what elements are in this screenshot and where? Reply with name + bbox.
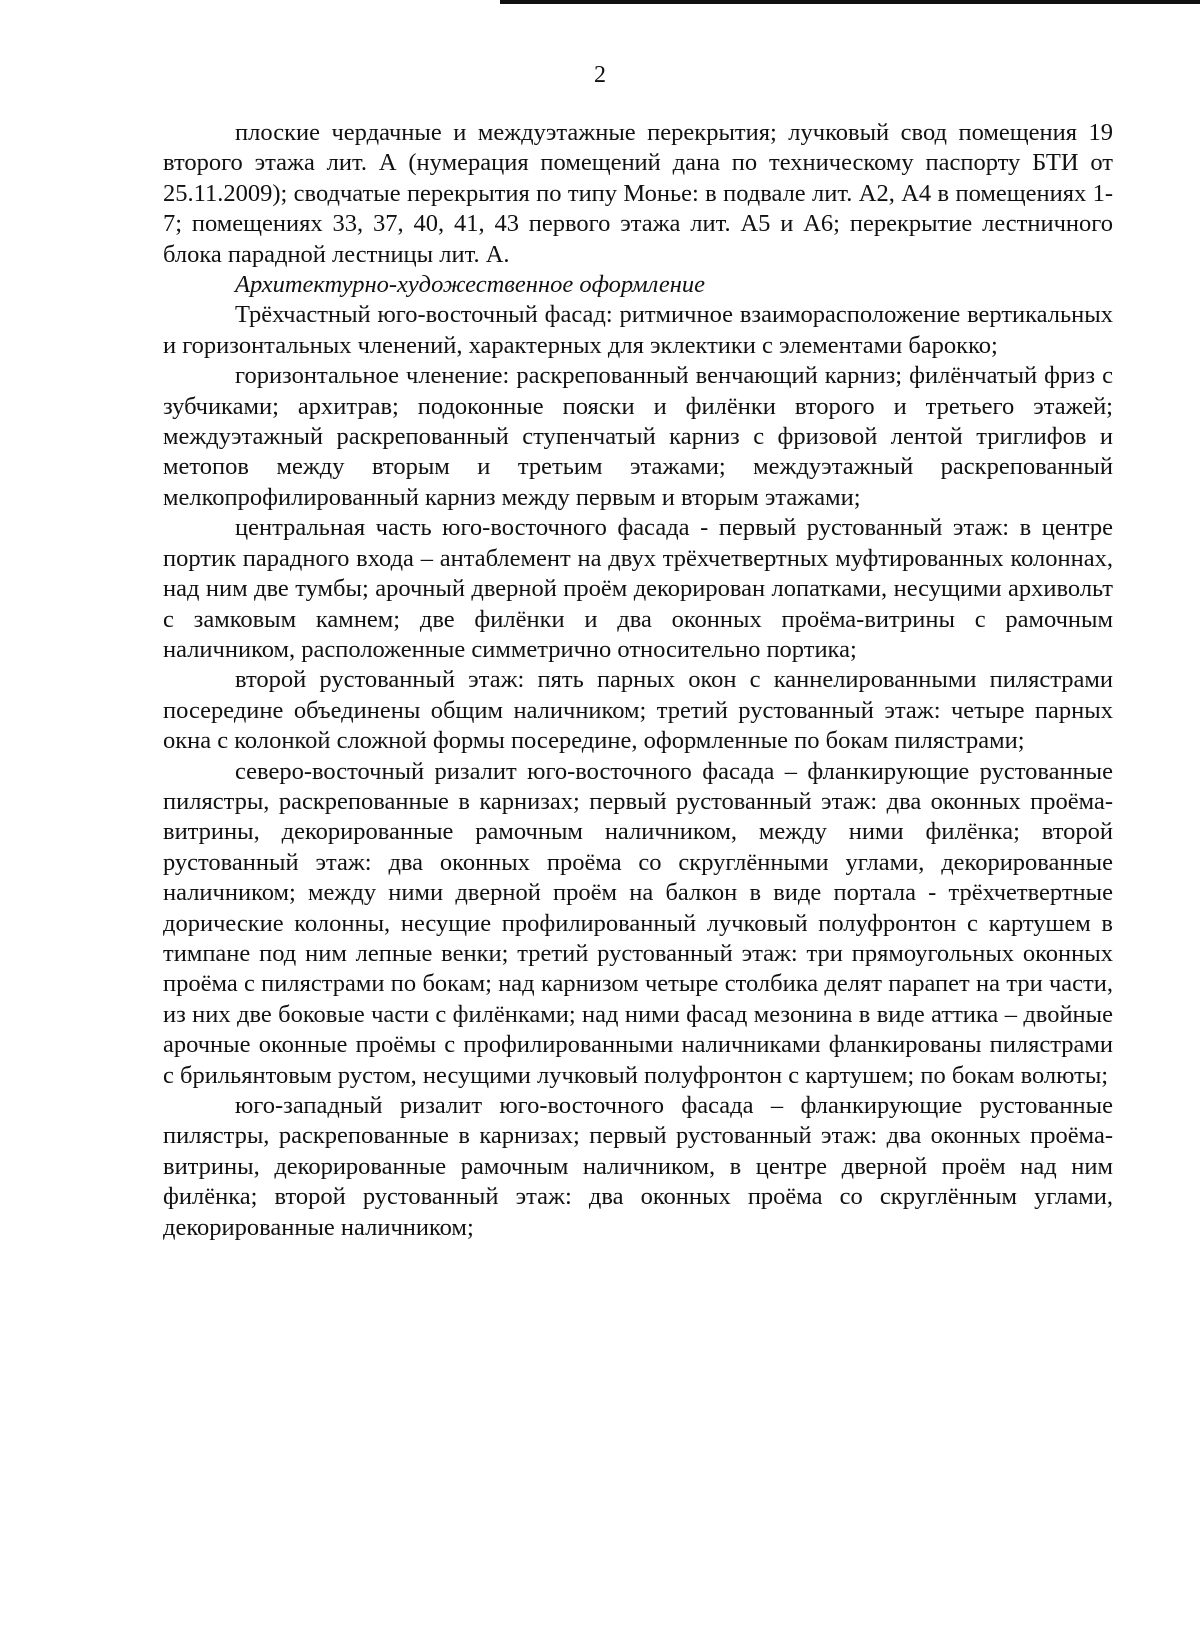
document-body bbox=[163, 118, 1113, 1243]
paragraph-facade-intro: Трёхчастный юго-восточный фасад: ритмичное взаиморасположение вертикальных и горизонтальных членений, характерных для эклектики с элементами барокко; bbox=[163, 301, 1113, 359]
paragraph-southwest-risalit: юго-западный ризалит юго-восточного фасада – фланкирующие рустованные пилястры, раскрепованные в карнизах; первый рустованный этаж: два оконных проёма-витрины, декорированные рамочным наличником, в центре дверной проём над ним филёнка; второй рустованный этаж: два оконных проёма со скруглённым углами, декорированные наличником; bbox=[163, 1092, 1113, 1241]
paragraph-floors: плоские чердачные и междуэтажные перекрытия; лучковый свод помещения 19 второго этажа лит. А (нумерация помещений дана по техническому паспорту БТИ от 25.11.2009); сводчатые перекрытия по типу Монье: в подвале лит. А2, А4 в помещениях 1-7; помещениях 33, 37, 40, 41, 43 первого этажа лит. А5 и А6; перекрытие лестничного блока парадной лестницы лит. А. bbox=[163, 119, 1113, 268]
paragraph-horizontal-division: горизонтальное членение: раскрепованный венчающий карниз; филёнчатый фриз с зубчиками; архитрав; подоконные пояски и филёнки второго и третьего этажей; междуэтажный раскрепованный ступенчатый карниз с фризовой лентой триглифов и метопов между вторым и третьим этажами; междуэтажный раскрепованный мелкопрофилированный карниз между первым и вторым этажами; bbox=[163, 362, 1113, 511]
page-number: 2 bbox=[594, 62, 606, 88]
top-rule bbox=[500, 0, 1200, 4]
paragraph-central-part: центральная часть юго-восточного фасада - первый рустованный этаж: в центре портик парадного входа – антаблемент на двух трёхчетвертных муфтированных колоннах, над ним две тумбы; арочный дверной проём декорирован лопатками, несущими архивольт с замковым камнем; две филёнки и два оконных проёма-витрины с рамочным наличником, расположенные симметрично относительно портика; bbox=[163, 514, 1113, 663]
section-heading: Архитектурно-художественное оформление bbox=[235, 271, 706, 299]
paragraph-northeast-risalit: северо-восточный ризалит юго-восточного фасада – фланкирующие рустованные пилястры, раскрепованные в карнизах; первый рустованный этаж: два оконных проёма-витрины, декорированные рамочным наличником, между ними филёнка; второй рустованный этаж: два оконных проёма со скруглёнными углами, декорированные наличником; между ними дверной проём на балкон в виде портала - трёхчетвертные дорические колонны, несущие профилированный лучковый полуфронтон с картушем в тимпане под ним лепные венки; третий рустованный этаж: три прямоугольных оконных проёма с пилястрами по бокам; над карнизом четыре столбика делят парапет на три части, из них две боковые части с филёнками; над ними фасад мезонина в виде аттика – двойные арочные оконные проёмы с профилированными наличниками фланкированы пилястрами с брильянтовым рустом, несущими лучковый полуфронтон с картушем; по бокам волюты; bbox=[163, 757, 1113, 1089]
paragraph-second-floor: второй рустованный этаж: пять парных окон с каннелированными пилястрами посередине объединены общим наличником; третий рустованный этаж: четыре парных окна с колонкой сложной формы посередине, оформленные по бокам пилястрами; bbox=[163, 666, 1113, 755]
